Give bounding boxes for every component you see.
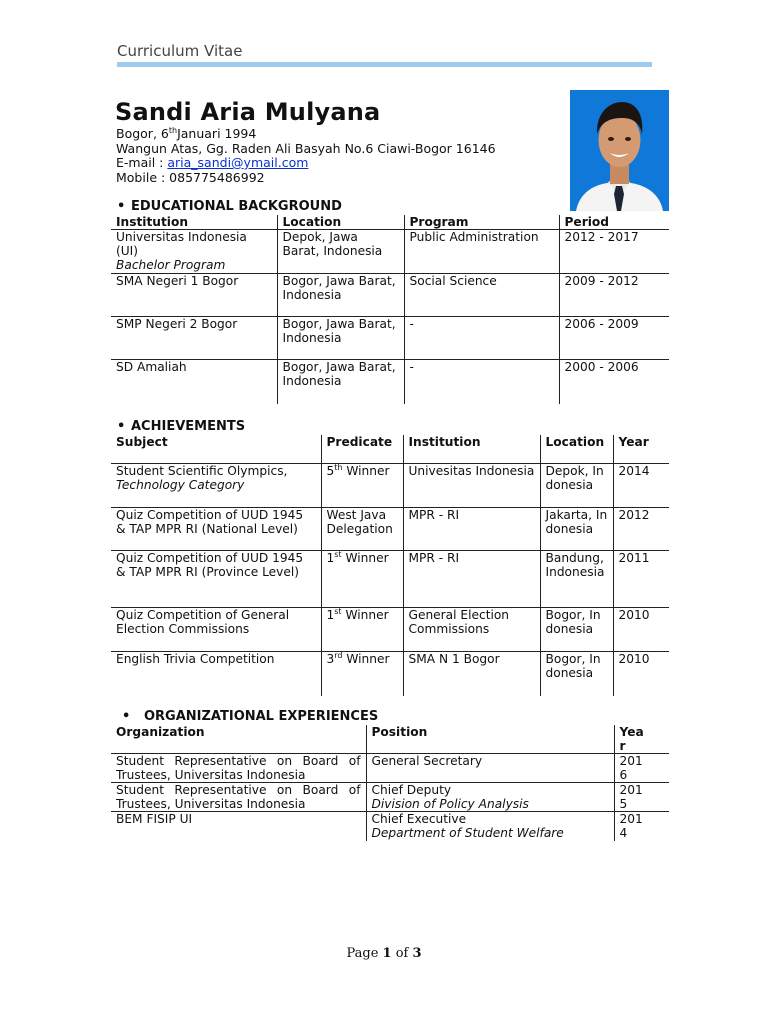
col-year: Year	[614, 725, 669, 754]
education-table	[111, 215, 669, 404]
table-row: Student Scientific Olympics, Technology Category 5th Winner Univesitas Indonesia Depok, Indonesia 2014	[111, 464, 669, 508]
col-institution: Institution	[111, 215, 277, 230]
table-row: SMA Negeri 1 Bogor Bogor, Jawa Barat, Indonesia Social Science 2009 - 2012	[111, 274, 669, 317]
email-link[interactable]: aria_sandi@ymail.com	[167, 155, 309, 170]
table-row: SD Amaliah Bogor, Jawa Barat, Indonesia - 2000 - 2006	[111, 360, 669, 404]
col-program: Program	[404, 215, 559, 230]
contact-block	[116, 127, 496, 185]
col-location: Location	[277, 215, 404, 230]
achievements-section-title: • ACHIEVEMENTS	[117, 419, 246, 434]
education-section-title: • EDUCATIONAL BACKGROUND	[117, 199, 342, 214]
col-period: Period	[559, 215, 669, 230]
table-row: BEM FISIP UI Chief Executive Department of Student Welfare 2014	[111, 812, 669, 841]
organizations-section-title: • ORGANIZATIONAL EXPERIENCES	[122, 709, 379, 724]
col-institution: Institution	[403, 435, 540, 464]
table-row: Universitas Indonesia (UI) Bachelor Program Depok, Jawa Barat, Indonesia Public Administration 2012 - 2017	[111, 230, 669, 274]
bullet-icon: •	[117, 199, 126, 214]
table-row: Student Representative on Board of Trustees, Universitas Indonesia Chief Deputy Division of Policy Analysis 2015	[111, 783, 669, 812]
page-footer: Page 1 of 3	[346, 946, 422, 961]
table-row: Student Representative on Board of Trustees, Universitas Indonesia General Secretary 2016	[111, 754, 669, 783]
header-rule	[117, 62, 652, 67]
col-year: Year	[613, 435, 669, 464]
mobile-line: Mobile : 085775486992	[116, 169, 265, 185]
table-row: English Trivia Competition 3rd Winner SMA N 1 Bogor Bogor, Indonesia 2010	[111, 652, 669, 696]
table-row: SMP Negeri 2 Bogor Bogor, Jawa Barat, Indonesia - 2006 - 2009	[111, 317, 669, 360]
table-row: Quiz Competition of UUD 1945 & TAP MPR RI (National Level) West Java Delegation MPR - RI Jakarta, Indonesia 2012	[111, 508, 669, 551]
table-row: Quiz Competition of General Election Commissions 1st Winner General Election Commissions Bogor, Indonesia 2010	[111, 608, 669, 652]
col-location: Location	[540, 435, 613, 464]
profile-photo	[570, 90, 669, 211]
organizations-header-row	[111, 725, 669, 754]
person-name: Sandi Aria Mulyana	[115, 98, 381, 126]
header-title: Curriculum Vitae	[117, 42, 243, 60]
bullet-icon: •	[122, 709, 131, 724]
address-line: Wangun Atas, Gg. Raden Ali Basyah No.6 Ciawi-Bogor 16146	[116, 140, 496, 156]
education-header-row	[111, 215, 669, 230]
table-row: Quiz Competition of UUD 1945 & TAP MPR RI (Province Level) 1st Winner MPR - RI Bandung, Indonesia 2011	[111, 551, 669, 608]
email-line: E-mail : aria_sandi@ymail.com	[116, 155, 309, 170]
achievements-header-row	[111, 435, 669, 464]
col-organization: Organization	[111, 725, 366, 754]
achievements-table	[111, 435, 669, 696]
col-subject: Subject	[111, 435, 321, 464]
col-predicate: Predicate	[321, 435, 403, 464]
col-position: Position	[366, 725, 614, 754]
birth-line: Bogor, 6thJanuari 1994	[116, 125, 257, 141]
bullet-icon: •	[117, 419, 126, 434]
organizations-table	[111, 725, 669, 841]
